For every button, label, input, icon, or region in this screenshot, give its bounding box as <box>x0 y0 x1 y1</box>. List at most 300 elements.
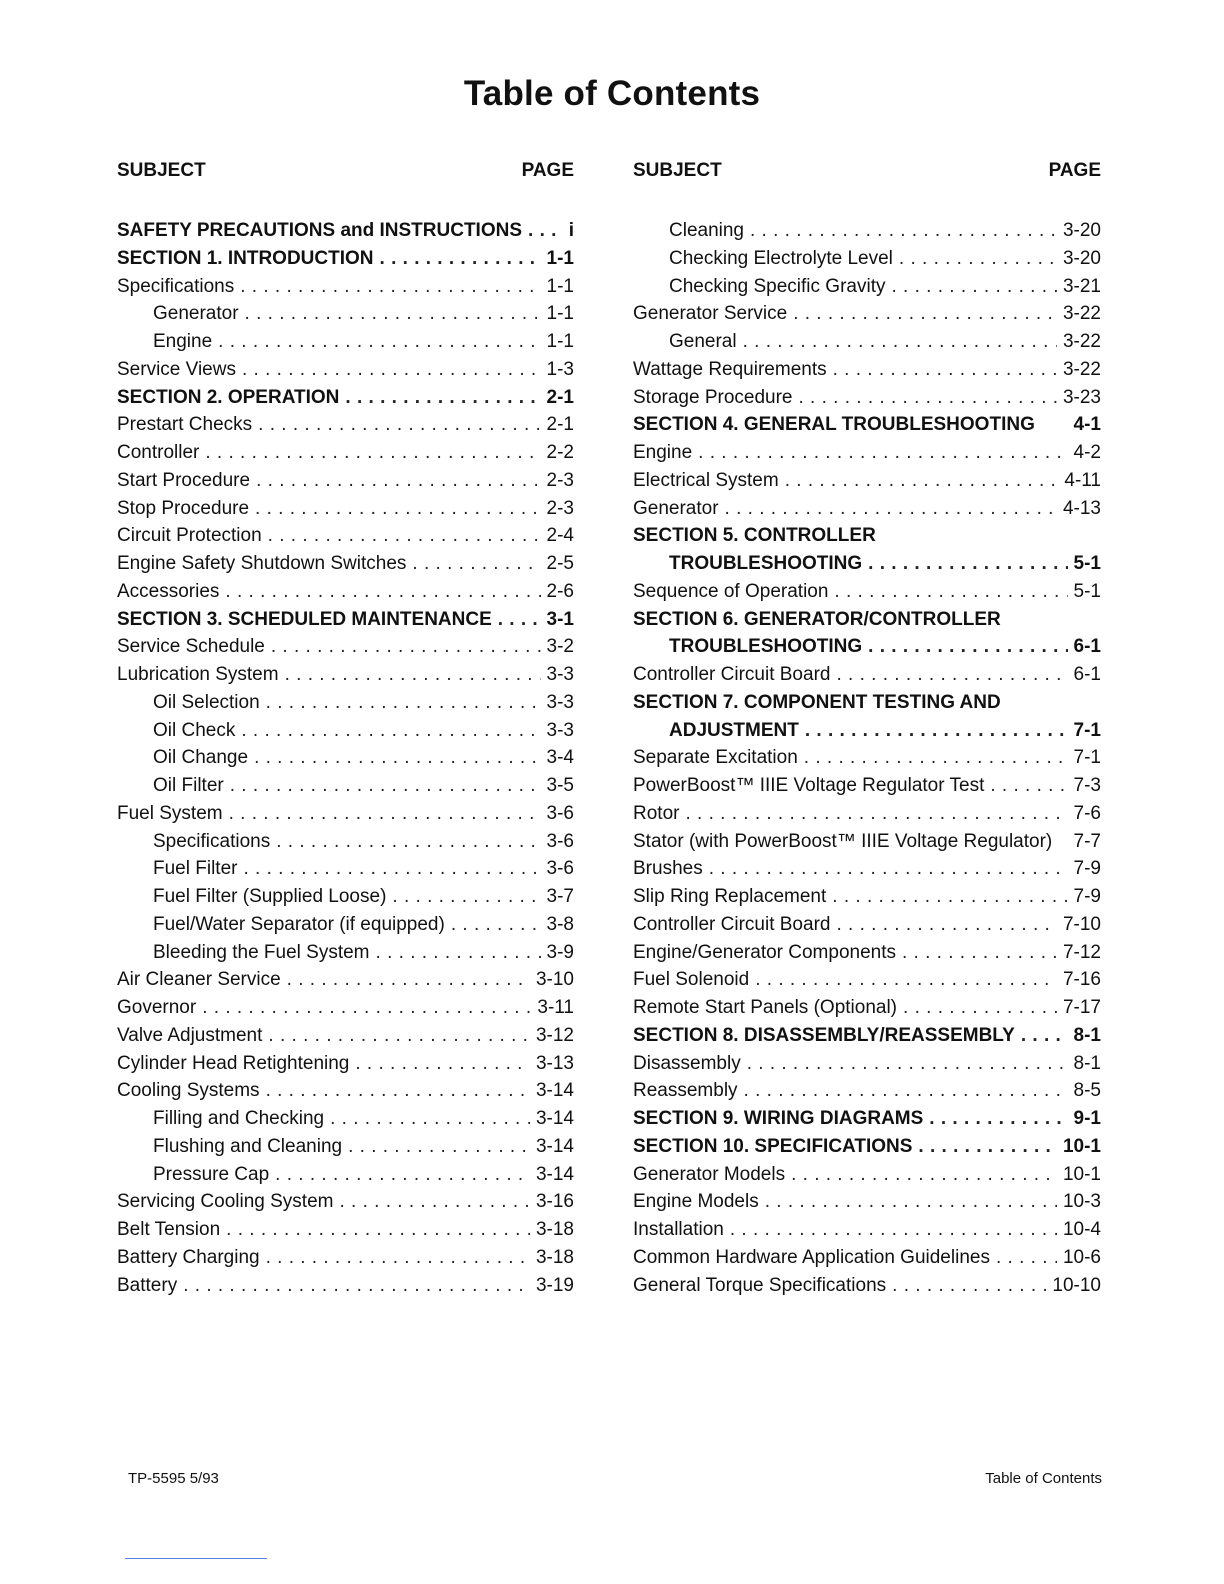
dot-leader <box>832 886 1067 908</box>
dot-leader <box>892 1275 1046 1297</box>
dot-leader <box>268 1025 530 1047</box>
dot-leader <box>834 581 1067 603</box>
toc-entry[interactable] <box>633 442 1101 470</box>
dot-leader <box>330 1108 530 1130</box>
toc-entry-label: Cooling Systems <box>117 1080 260 1102</box>
dot-leader <box>891 276 1057 298</box>
toc-entry-page: 2-1 <box>546 386 574 408</box>
toc-entry-label: SECTION 5. CONTROLLER <box>633 525 876 547</box>
toc-entry-label: SECTION 10. SPECIFICATIONS <box>633 1135 913 1157</box>
dot-leader <box>266 692 541 714</box>
toc-entry-page: 3-22 <box>1062 358 1101 380</box>
toc-entry-page: 3-11 <box>537 997 574 1018</box>
dot-leader <box>230 775 541 797</box>
toc-entry-label: SECTION 2. OPERATION <box>117 386 340 408</box>
toc-entry[interactable] <box>633 914 1101 942</box>
toc-entry[interactable] <box>117 914 574 942</box>
toc-entry[interactable] <box>633 498 1101 526</box>
footer-section-title: Table of Contents <box>985 1470 1102 1487</box>
toc-entry[interactable] <box>633 803 1101 831</box>
toc-entry-label: PowerBoost™ IIIE Voltage Regulator Test <box>633 775 985 796</box>
toc-column-right <box>633 160 1101 1310</box>
toc-entry-page: 9-1 <box>1073 1108 1101 1129</box>
toc-entry-page: 3-6 <box>546 858 574 880</box>
toc-entry-label: SECTION 7. COMPONENT TESTING AND <box>633 691 1001 713</box>
toc-entry-page: 6-1 <box>1073 664 1101 685</box>
toc-entry-page: 3-12 <box>535 1024 574 1046</box>
toc-entry-label: Generator Models <box>633 1163 786 1185</box>
toc-entry-label: Fuel/Water Separator (if equipped) <box>153 913 445 935</box>
toc-entry-label: SECTION 3. SCHEDULED MAINTENANCE <box>117 608 492 630</box>
toc-entry[interactable] <box>633 969 1101 997</box>
dot-leader <box>225 581 540 603</box>
toc-entry-label: Bleeding the Fuel System <box>153 941 370 963</box>
toc-entry-label: Controller Circuit Board <box>633 664 831 685</box>
toc-entry[interactable] <box>633 692 1101 720</box>
toc-entry-page: 3-6 <box>546 802 574 824</box>
toc-entry[interactable] <box>117 747 574 775</box>
dot-leader <box>498 609 541 631</box>
toc-entry-label: Installation <box>633 1219 724 1240</box>
toc-entry-label: Specifications <box>153 830 271 852</box>
toc-entry[interactable] <box>117 414 574 442</box>
toc-entry-page: 3-3 <box>546 719 574 741</box>
dot-leader <box>275 1164 530 1186</box>
dot-leader <box>276 831 540 853</box>
dot-leader <box>785 470 1059 492</box>
toc-entry[interactable] <box>117 636 574 664</box>
toc-entry-page: 3-9 <box>546 941 574 963</box>
toc-entry[interactable] <box>117 775 574 803</box>
toc-entry[interactable] <box>117 831 574 859</box>
toc-entry[interactable] <box>117 1025 574 1053</box>
toc-entry[interactable] <box>117 581 574 609</box>
toc-entry-label: Belt Tension <box>117 1219 221 1240</box>
toc-entry[interactable] <box>633 1164 1101 1192</box>
toc-entry-page: 2-2 <box>546 442 574 463</box>
dot-leader <box>929 1108 1067 1130</box>
toc-entry-page: 3-6 <box>546 830 574 852</box>
toc-entry-label: Engine Models <box>633 1191 759 1213</box>
toc-entry-label: Accessories <box>117 580 220 602</box>
toc-entry[interactable] <box>117 969 574 997</box>
toc-entry[interactable] <box>633 609 1101 637</box>
toc-entry-label: Cleaning <box>669 220 744 241</box>
toc-entry[interactable] <box>117 886 574 914</box>
toc-entry[interactable] <box>633 359 1101 387</box>
dot-leader <box>804 747 1068 769</box>
toc-entry[interactable] <box>117 858 574 886</box>
footer-doc-number: TP-5595 5/93 <box>128 1470 219 1487</box>
dot-leader <box>241 720 540 742</box>
toc-entry-page: 3-16 <box>535 1191 574 1213</box>
toc-entry-label: Circuit Protection <box>117 525 262 547</box>
toc-entry[interactable] <box>117 942 574 970</box>
toc-entry-page: 3-8 <box>546 913 574 935</box>
toc-entry[interactable] <box>633 387 1101 415</box>
dot-leader <box>709 858 1068 880</box>
dot-leader <box>899 248 1057 270</box>
toc-entry-page: 3-5 <box>546 775 574 796</box>
toc-entry[interactable] <box>117 276 574 304</box>
toc-entry-page: 3-23 <box>1062 386 1101 408</box>
toc-entry[interactable] <box>633 1108 1101 1136</box>
toc-entries-left <box>117 220 574 1302</box>
dot-leader <box>266 1080 530 1102</box>
toc-entry-page: 2-3 <box>546 469 574 491</box>
dot-leader <box>750 220 1057 242</box>
toc-entry-label: Engine <box>153 331 213 352</box>
toc-entry-label: Disassembly <box>633 1052 741 1074</box>
dot-leader <box>725 498 1057 520</box>
toc-entry-label: Generator <box>633 497 719 519</box>
toc-entry-label: SECTION 4. GENERAL TROUBLESHOOTING <box>633 414 1035 436</box>
dot-leader <box>183 1275 530 1297</box>
dot-leader <box>258 414 540 436</box>
toc-entry[interactable] <box>117 331 574 359</box>
dot-leader <box>345 387 540 409</box>
toc-entry[interactable] <box>633 775 1101 803</box>
toc-entry-label: Service Views <box>117 358 236 380</box>
toc-entry-label: Oil Filter <box>153 775 224 796</box>
dot-leader <box>685 803 1067 825</box>
toc-entry[interactable] <box>117 498 574 526</box>
toc-entry[interactable] <box>633 276 1101 304</box>
dot-leader <box>793 303 1057 325</box>
toc-entry[interactable] <box>117 1108 574 1136</box>
dot-leader <box>380 248 541 270</box>
toc-entry[interactable] <box>117 248 574 276</box>
dot-leader <box>255 498 541 520</box>
toc-entry-label: Stop Procedure <box>117 497 250 519</box>
toc-entry-page: 7-10 <box>1062 913 1101 935</box>
subject-header: SUBJECT <box>117 160 206 181</box>
toc-entry[interactable] <box>633 220 1101 248</box>
toc-entry[interactable] <box>633 997 1101 1025</box>
toc-entry[interactable] <box>633 1219 1101 1247</box>
dot-leader <box>903 997 1057 1019</box>
dot-leader <box>918 1136 1057 1158</box>
dot-leader <box>392 886 540 908</box>
toc-entry-label: Fuel Solenoid <box>633 969 750 991</box>
toc-entry-page: 3-14 <box>535 1135 574 1157</box>
dot-leader <box>833 359 1057 381</box>
toc-entry-page: 3-18 <box>535 1246 574 1268</box>
toc-entry-page: 2-5 <box>546 553 574 574</box>
toc-entry-page: 10-10 <box>1052 1274 1101 1296</box>
toc-entry-page: 3-20 <box>1062 247 1101 269</box>
toc-entry-page: 8-1 <box>1073 1024 1101 1046</box>
toc-entry-label: Controller <box>117 442 200 463</box>
toc-entry-page: 1-3 <box>546 358 574 380</box>
toc-entry-label: Fuel System <box>117 802 223 824</box>
toc-entry[interactable] <box>633 303 1101 331</box>
toc-entry-page: 3-14 <box>535 1108 574 1129</box>
toc-entry[interactable] <box>633 1053 1101 1081</box>
toc-entry[interactable] <box>633 1080 1101 1108</box>
toc-entry[interactable] <box>117 220 574 248</box>
toc-entry-page: 2-3 <box>546 497 574 519</box>
toc-entry[interactable] <box>633 525 1101 553</box>
dot-leader <box>528 220 563 242</box>
dot-leader <box>902 942 1057 964</box>
page-header: PAGE <box>521 160 574 181</box>
dot-leader <box>240 276 540 298</box>
toc-entry-page: 3-1 <box>546 608 574 630</box>
toc-entry-label: Checking Electrolyte Level <box>669 247 893 269</box>
toc-entry-label: Generator Service <box>633 303 788 325</box>
toc-entry[interactable] <box>117 1247 574 1275</box>
toc-entry-page: 3-14 <box>535 1080 574 1102</box>
dot-leader <box>218 331 540 353</box>
toc-entry-label: Remote Start Panels (Optional) <box>633 997 898 1018</box>
toc-entry[interactable] <box>117 803 574 831</box>
dot-leader <box>256 470 540 492</box>
toc-entry-page: 3-3 <box>546 691 574 713</box>
toc-entry-page: 1-1 <box>546 247 574 269</box>
toc-entry-page: 7-1 <box>1073 719 1101 741</box>
dot-leader <box>990 775 1067 797</box>
toc-entry-label: Electrical System <box>633 469 779 491</box>
toc-entry-label: Lubrication System <box>117 664 279 685</box>
toc-entry-label: Valve Adjustment <box>117 1024 263 1046</box>
toc-entry-label: SAFETY PRECAUTIONS and INSTRUCTIONS <box>117 220 523 241</box>
toc-entry[interactable] <box>117 387 574 415</box>
toc-entry-label: Pressure Cap <box>153 1163 270 1185</box>
dot-leader <box>868 553 1067 575</box>
toc-entry[interactable] <box>117 664 574 692</box>
dot-leader <box>376 942 541 964</box>
dot-leader <box>868 636 1067 658</box>
toc-entry[interactable] <box>117 1053 574 1081</box>
toc-entry-label: Engine Safety Shutdown Switches <box>117 553 407 574</box>
toc-entry[interactable] <box>633 470 1101 498</box>
dot-leader <box>744 1080 1068 1102</box>
toc-entry-page: 10-6 <box>1062 1246 1101 1268</box>
toc-entry-label: Filling and Checking <box>153 1108 325 1129</box>
toc-entry-page: 4-11 <box>1064 469 1101 491</box>
toc-entry-page: 7-7 <box>1073 830 1101 852</box>
dot-leader <box>205 442 540 464</box>
toc-entry-label: TROUBLESHOOTING <box>669 636 863 658</box>
toc-entry[interactable] <box>633 664 1101 692</box>
dot-leader <box>1021 1025 1068 1047</box>
toc-entry[interactable] <box>117 720 574 748</box>
toc-entry-page: 7-16 <box>1062 969 1101 991</box>
toc-entry-page: 7-6 <box>1073 802 1101 824</box>
toc-entry-page: 5-1 <box>1073 553 1101 574</box>
toc-entry-page: 10-1 <box>1062 1135 1101 1157</box>
dot-leader <box>755 969 1057 991</box>
toc-entry-label: Storage Procedure <box>633 386 793 408</box>
toc-entry[interactable] <box>117 1164 574 1192</box>
subject-header: SUBJECT <box>633 160 722 181</box>
page-header: PAGE <box>1048 160 1101 181</box>
toc-entry-page: 3-18 <box>535 1219 574 1240</box>
toc-entry-page: 3-2 <box>546 636 574 658</box>
toc-entry[interactable] <box>633 331 1101 359</box>
toc-entry-label: Stator (with PowerBoost™ IIIE Voltage Regulator) <box>633 830 1053 852</box>
dot-leader <box>765 1191 1057 1213</box>
toc-entry-label: Checking Specific Gravity <box>669 275 886 297</box>
divider-line <box>125 1558 267 1559</box>
toc-entry-page: 5-1 <box>1073 580 1101 602</box>
toc-entry[interactable] <box>117 1080 574 1108</box>
toc-entry-label: General Torque Specifications <box>633 1274 887 1296</box>
toc-entry-page: 3-20 <box>1062 220 1101 241</box>
toc-entry-label: Oil Check <box>153 719 236 741</box>
toc-entry[interactable] <box>633 553 1101 581</box>
dot-leader <box>799 387 1057 409</box>
toc-entry-page: 3-19 <box>535 1274 574 1296</box>
toc-entry-label: Servicing Cooling System <box>117 1191 334 1213</box>
toc-entry[interactable] <box>117 553 574 581</box>
toc-entry-page: 7-17 <box>1062 997 1101 1018</box>
dot-leader <box>348 1136 530 1158</box>
toc-entry-page: 7-9 <box>1073 886 1101 907</box>
dot-leader <box>202 997 531 1019</box>
toc-entry[interactable] <box>633 1136 1101 1164</box>
toc-entry-page: 8-1 <box>1073 1052 1101 1074</box>
dot-leader <box>268 525 541 547</box>
toc-entry-page: 2-1 <box>546 414 574 436</box>
dot-leader <box>791 1164 1057 1186</box>
toc-entry-page: 7-12 <box>1062 941 1101 963</box>
dot-leader <box>451 914 541 936</box>
toc-entry[interactable] <box>633 636 1101 664</box>
toc-entry[interactable] <box>117 997 574 1025</box>
toc-entry[interactable] <box>633 747 1101 775</box>
dot-leader <box>412 553 540 575</box>
toc-entry[interactable] <box>633 1191 1101 1219</box>
toc-entry-label: Oil Selection <box>153 691 260 713</box>
toc-entry-page: 2-6 <box>546 580 574 602</box>
toc-entry-page: 3-14 <box>535 1163 574 1185</box>
toc-entry-page: 6-1 <box>1073 636 1101 658</box>
toc-entry[interactable] <box>633 1025 1101 1053</box>
toc-entry-page: 3-22 <box>1062 303 1101 325</box>
toc-entry-label: Battery <box>117 1274 178 1296</box>
toc-entry-label: Brushes <box>633 858 703 880</box>
dot-leader <box>996 1247 1057 1269</box>
toc-entry-page: 8-5 <box>1073 1080 1101 1102</box>
dot-leader <box>698 442 1067 464</box>
toc-entry[interactable] <box>633 831 1101 859</box>
toc-entry[interactable] <box>633 942 1101 970</box>
toc-entry-label: Separate Excitation <box>633 747 798 769</box>
toc-entry-label: Controller Circuit Board <box>633 913 831 935</box>
toc-entries-right <box>633 220 1101 1302</box>
toc-entry-label: Battery Charging <box>117 1246 260 1268</box>
dot-leader <box>254 747 540 769</box>
toc-entry-label: Governor <box>117 997 197 1018</box>
toc-entry-page: 3-3 <box>546 664 574 685</box>
toc-entry-page: 10-1 <box>1062 1163 1101 1185</box>
toc-entry-label: Engine <box>633 442 693 463</box>
toc-entry-label: Sequence of Operation <box>633 580 829 602</box>
toc-entry[interactable] <box>633 248 1101 276</box>
dot-leader <box>287 969 530 991</box>
toc-entry-page: 10-3 <box>1062 1191 1101 1213</box>
toc-entry-page: 3-10 <box>535 969 574 991</box>
toc-entry[interactable] <box>117 1219 574 1247</box>
toc-entry[interactable] <box>633 414 1101 442</box>
toc-entry-label: Service Schedule <box>117 636 265 658</box>
dot-leader <box>285 664 541 686</box>
dot-leader <box>271 636 541 658</box>
toc-entry-label: SECTION 8. DISASSEMBLY/REASSEMBLY <box>633 1024 1015 1046</box>
toc-entry-page: 3-7 <box>546 886 574 907</box>
toc-entry-label: Generator <box>153 303 239 325</box>
toc-entry[interactable] <box>633 886 1101 914</box>
toc-entry-label: Air Cleaner Service <box>117 969 281 991</box>
toc-entry[interactable] <box>117 303 574 331</box>
dot-leader <box>339 1191 529 1213</box>
toc-column-left <box>117 160 574 1310</box>
toc-entry[interactable] <box>633 858 1101 886</box>
toc-entry-label: Engine/Generator Components <box>633 941 896 963</box>
toc-entry[interactable] <box>117 359 574 387</box>
toc-entry-page: 3-4 <box>546 747 574 769</box>
toc-entry-label: Flushing and Cleaning <box>153 1135 343 1157</box>
dot-leader <box>805 720 1068 742</box>
dot-leader <box>747 1053 1068 1075</box>
toc-entry-label: General <box>669 331 737 352</box>
toc-entry-page: 2-4 <box>546 525 574 547</box>
dot-leader <box>243 858 540 880</box>
toc-entry[interactable] <box>117 692 574 720</box>
toc-entry[interactable] <box>117 525 574 553</box>
toc-entry-page: 10-4 <box>1062 1219 1101 1240</box>
dot-leader <box>266 1247 530 1269</box>
toc-entry-label: Rotor <box>633 802 680 824</box>
dot-leader <box>836 914 1057 936</box>
toc-entry-page: 7-9 <box>1073 858 1101 880</box>
toc-entry-label: SECTION 1. INTRODUCTION <box>117 247 374 269</box>
toc-entry[interactable] <box>633 581 1101 609</box>
toc-entry-page: 3-13 <box>535 1052 574 1074</box>
dot-leader <box>836 664 1067 686</box>
dot-leader <box>229 803 541 825</box>
toc-entry[interactable] <box>633 1275 1101 1303</box>
toc-entry[interactable] <box>633 720 1101 748</box>
toc-entry[interactable] <box>633 1247 1101 1275</box>
toc-entry-page: 1-1 <box>546 303 574 325</box>
toc-entry-label: Wattage Requirements <box>633 358 827 380</box>
toc-entry[interactable] <box>117 1136 574 1164</box>
toc-entry-page: 4-1 <box>1073 414 1101 436</box>
toc-entry-label: Cylinder Head Retightening <box>117 1052 350 1074</box>
toc-entry[interactable] <box>117 442 574 470</box>
toc-entry-label: Fuel Filter <box>153 858 238 880</box>
toc-entry-label: TROUBLESHOOTING <box>669 553 863 574</box>
toc-entry[interactable] <box>117 1275 574 1303</box>
toc-entry-page: 7-3 <box>1073 775 1101 796</box>
toc-entry-label: SECTION 9. WIRING DIAGRAMS <box>633 1108 924 1129</box>
dot-leader <box>226 1219 530 1241</box>
toc-entry-page: 1-1 <box>546 275 574 297</box>
toc-entry[interactable] <box>117 609 574 637</box>
toc-entry-label: Prestart Checks <box>117 414 253 436</box>
toc-entry-page: 3-21 <box>1062 275 1101 297</box>
dot-leader <box>743 331 1057 353</box>
dot-leader <box>242 359 541 381</box>
toc-entry[interactable] <box>117 1191 574 1219</box>
toc-entry-page: 4-2 <box>1073 442 1101 463</box>
toc-entry-page: 3-22 <box>1062 331 1101 352</box>
toc-entry-label: Oil Change <box>153 747 249 769</box>
toc-entry[interactable] <box>117 470 574 498</box>
